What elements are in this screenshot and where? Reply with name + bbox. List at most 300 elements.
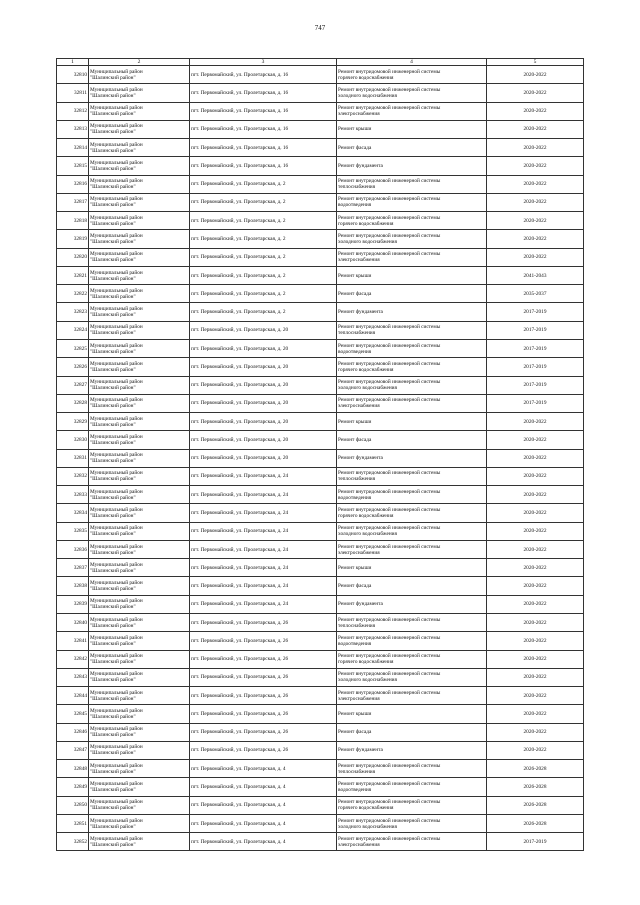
work-type-cell [337,266,487,284]
municipality-cell [89,266,190,284]
municipality-line-2: "Шалинский район" [90,823,136,830]
table-row [57,394,584,412]
row-number-cell: 32830 [57,431,89,449]
header-col-5: 5 [487,59,584,66]
municipality-cell [89,449,190,467]
address-cell: пгт. Первомайский, ул. Пролетарская, д. 26 [190,705,337,723]
table-row [57,285,584,303]
municipality-line-2: "Шалинский район" [90,494,136,501]
municipality-cell [89,84,190,102]
row-number-cell: 32813 [57,120,89,138]
municipality-line-1: Муниципальный район [90,598,143,605]
municipality-line-1: Муниципальный район [90,178,143,185]
row-number-cell: 32840 [57,613,89,631]
period-cell: 2020-2022 [487,102,584,120]
period-cell: 2026-2028 [487,814,584,832]
work-type-line-1: Ремонт внутридомовой инженерной системы [338,196,441,203]
address-cell: пгт. Первомайский, ул. Пролетарская, д. 2 [190,266,337,284]
period-cell: 2020-2022 [487,175,584,193]
municipality-line-2: "Шалинский район" [90,458,136,465]
municipality-line-1: Муниципальный район [90,835,143,842]
work-type-line-1: Ремонт внутридомовой инженерной системы [338,671,441,678]
work-type-cell [337,84,487,102]
period-cell: 2020-2022 [487,723,584,741]
row-number-cell: 32819 [57,230,89,248]
table-row [57,833,584,851]
row-number-cell: 32815 [57,157,89,175]
row-number-cell: 32847 [57,741,89,759]
table-row [57,413,584,431]
municipality-line-1: Муниципальный район [90,123,143,130]
address-cell: пгт. Первомайский, ул. Пролетарская, д. 2 [190,285,337,303]
work-type-cell [337,486,487,504]
municipality-line-1: Муниципальный район [90,86,143,93]
address-cell: пгт. Первомайский, ул. Пролетарская, д. 2 [190,212,337,230]
work-type-line-1: Ремонт фасада [338,290,372,297]
table-row [57,193,584,211]
address-cell: пгт. Первомайский, ул. Пролетарская, д. 16 [190,120,337,138]
period-cell: 2020-2022 [487,687,584,705]
municipality-line-2: "Шалинский район" [90,239,136,246]
work-type-cell [337,394,487,412]
period-cell: 2035-2037 [487,285,584,303]
period-cell: 2020-2022 [487,66,584,84]
table-row [57,650,584,668]
municipality-line-2: "Шалинский район" [90,330,136,337]
municipality-line-1: Муниципальный район [90,159,143,166]
table-row [57,175,584,193]
period-cell: 2020-2022 [487,650,584,668]
work-type-line-1: Ремонт крыши [338,564,372,571]
municipality-line-2: "Шалинский район" [90,695,136,702]
table-row [57,66,584,84]
row-number-cell: 32824 [57,321,89,339]
address-cell: пгт. Первомайский, ул. Пролетарская, д. 24 [190,504,337,522]
municipality-line-2: "Шалинский район" [90,586,136,593]
row-number-cell: 32848 [57,760,89,778]
work-type-cell [337,632,487,650]
period-cell: 2041-2043 [487,266,584,284]
municipality-line-1: Муниципальный район [90,287,143,294]
municipality-line-2: "Шалинский район" [90,421,136,428]
work-type-line-1: Ремонт крыши [338,418,372,425]
work-type-line-1: Ремонт внутридомовой инженерной системы [338,360,441,367]
row-number-cell: 32812 [57,102,89,120]
work-type-cell [337,577,487,595]
municipality-line-1: Муниципальный район [90,397,143,404]
work-type-cell [337,778,487,796]
municipality-line-2: "Шалинский район" [90,640,136,647]
work-type-cell [337,120,487,138]
municipality-line-1: Муниципальный район [90,653,143,660]
municipality-line-2: "Шалинский район" [90,92,136,99]
row-number-cell: 32831 [57,449,89,467]
row-number-cell: 32827 [57,376,89,394]
municipality-line-1: Муниципальный район [90,762,143,769]
municipality-cell [89,540,190,558]
municipality-line-2: "Шалинский район" [90,567,136,574]
municipality-line-1: Муниципальный район [90,488,143,495]
work-type-line-1: Ремонт фасада [338,144,372,151]
address-cell: пгт. Первомайский, ул. Пролетарская, д. 2 [190,230,337,248]
table-row [57,266,584,284]
municipality-line-2: "Шалинский район" [90,513,136,519]
address-cell: пгт. Первомайский, ул. Пролетарская, д. 4 [190,778,337,796]
work-type-line-1: Ремонт внутридомовой инженерной системы [338,68,441,75]
address-cell: пгт. Первомайский, ул. Пролетарская, д. 2 [190,175,337,193]
municipality-cell [89,376,190,394]
municipality-cell [89,339,190,357]
work-type-line-2: электроснабжения [338,549,380,556]
municipality-line-1: Муниципальный район [90,799,143,806]
work-type-line-1: Ремонт внутридомовой инженерной системы [338,799,441,806]
municipality-line-2: "Шалинский район" [90,220,136,227]
work-type-line-1: Ремонт внутридомовой инженерной системы [338,379,441,386]
table-row [57,449,584,467]
row-number-cell: 32829 [57,413,89,431]
period-cell: 2017-2019 [487,321,584,339]
work-type-line-2: водоотведения [338,494,372,501]
period-cell: 2020-2022 [487,705,584,723]
municipality-line-2: "Шалинский район" [90,202,136,209]
address-cell: пгт. Первомайский, ул. Пролетарская, д. 26 [190,650,337,668]
work-type-line-2: горячего водоснабжения [338,805,394,812]
table-row [57,796,584,814]
address-cell: пгт. Первомайский, ул. Пролетарская, д. 4 [190,760,337,778]
municipality-line-2: "Шалинский район" [90,275,136,282]
period-cell: 2020-2022 [487,467,584,485]
work-type-cell [337,467,487,485]
table-row [57,102,584,120]
row-number-cell: 32834 [57,504,89,522]
municipality-line-2: "Шалинский район" [90,257,136,264]
address-cell: пгт. Первомайский, ул. Пролетарская, д. 20 [190,449,337,467]
municipality-cell [89,687,190,705]
row-number-cell: 32850 [57,796,89,814]
work-type-line-1: Ремонт внутридомовой инженерной системы [338,780,441,787]
row-number-cell: 32849 [57,778,89,796]
work-type-line-1: Ремонт внутридомовой инженерной системы [338,762,441,769]
work-type-line-2: теплоснабжения [338,622,376,629]
municipality-line-1: Муниципальный район [90,214,143,221]
address-cell: пгт. Первомайский, ул. Пролетарская, д. 2 [190,303,337,321]
row-number-cell: 32836 [57,540,89,558]
municipality-cell [89,413,190,431]
municipality-line-1: Муниципальный район [90,525,143,532]
municipality-line-1: Муниципальный район [90,543,143,550]
work-type-line-2: горячего водоснабжения [338,513,394,519]
address-cell: пгт. Первомайский, ул. Пролетарская, д. 24 [190,559,337,577]
work-type-line-1: Ремонт внутридомовой инженерной системы [338,342,441,349]
row-number-cell: 32837 [57,559,89,577]
table-row [57,595,584,613]
municipality-cell [89,522,190,540]
row-number-cell: 32811 [57,84,89,102]
table-row [57,157,584,175]
row-number-cell: 32822 [57,285,89,303]
address-cell: пгт. Первомайский, ул. Пролетарская, д. 26 [190,687,337,705]
address-cell: пгт. Первомайский, ул. Пролетарская, д. 16 [190,102,337,120]
period-cell: 2020-2022 [487,504,584,522]
address-cell: пгт. Первомайский, ул. Пролетарская, д. 4 [190,833,337,851]
table-row [57,723,584,741]
work-type-line-1: Ремонт фундамента [338,601,383,608]
work-type-line-2: теплоснабжения [338,184,376,191]
address-cell: пгт. Первомайский, ул. Пролетарская, д. 24 [190,595,337,613]
address-cell: пгт. Первомайский, ул. Пролетарская, д. 26 [190,741,337,759]
municipality-cell [89,157,190,175]
municipality-line-1: Муниципальный район [90,470,143,477]
work-type-cell [337,358,487,376]
period-cell: 2020-2022 [487,741,584,759]
work-type-line-2: электроснабжения [338,257,380,264]
work-type-cell [337,796,487,814]
header-col-2: 2 [89,59,190,66]
municipality-line-1: Муниципальный район [90,433,143,440]
municipality-cell [89,139,190,157]
work-type-line-2: водоотведения [338,786,372,793]
municipality-cell [89,358,190,376]
table-row [57,687,584,705]
table-row [57,814,584,832]
period-cell: 2020-2022 [487,668,584,686]
municipality-line-1: Муниципальный район [90,196,143,203]
work-type-cell [337,741,487,759]
municipality-line-2: "Шалинский район" [90,786,136,793]
address-cell: пгт. Первомайский, ул. Пролетарская, д. 26 [190,668,337,686]
table-row [57,212,584,230]
header-col-4: 4 [337,59,487,66]
row-number-cell: 32833 [57,486,89,504]
work-type-line-2: холодного водоснабжения [338,823,397,830]
work-type-cell [337,175,487,193]
work-type-cell [337,303,487,321]
table-row [57,522,584,540]
work-type-line-2: горячего водоснабжения [338,74,394,81]
municipality-line-1: Муниципальный район [90,233,143,240]
period-cell: 2020-2022 [487,522,584,540]
work-type-line-1: Ремонт внутридомовой инженерной системы [338,233,441,240]
municipality-line-2: "Шалинский район" [90,439,136,446]
work-type-cell [337,157,487,175]
period-cell: 2020-2022 [487,595,584,613]
period-cell: 2020-2022 [487,212,584,230]
work-type-line-1: Ремонт фасада [338,583,372,590]
municipality-cell [89,705,190,723]
work-type-cell [337,339,487,357]
period-cell: 2020-2022 [487,449,584,467]
municipality-line-2: "Шалинский район" [90,184,136,191]
work-type-line-1: Ремонт внутридомовой инженерной системы [338,543,441,550]
work-type-line-2: теплоснабжения [338,330,376,337]
period-cell: 2020-2022 [487,540,584,558]
municipality-cell [89,559,190,577]
period-cell: 2020-2022 [487,230,584,248]
work-type-line-2: теплоснабжения [338,476,376,483]
municipality-cell [89,760,190,778]
municipality-cell [89,175,190,193]
municipality-cell [89,394,190,412]
address-cell: пгт. Первомайский, ул. Пролетарская, д. 4 [190,796,337,814]
table-row [57,321,584,339]
municipality-line-1: Муниципальный район [90,689,143,696]
work-type-line-1: Ремонт крыши [338,710,372,717]
work-type-cell [337,559,487,577]
work-type-cell [337,449,487,467]
municipality-line-2: "Шалинский район" [90,531,136,538]
row-number-cell: 32845 [57,705,89,723]
address-cell: пгт. Первомайский, ул. Пролетарская, д. 20 [190,321,337,339]
work-type-cell [337,504,487,522]
work-type-line-2: водоотведения [338,202,372,209]
work-type-line-2: холодного водоснабжения [338,92,397,99]
table-row [57,668,584,686]
work-type-cell [337,595,487,613]
municipality-line-2: "Шалинский район" [90,476,136,483]
period-cell: 2020-2022 [487,613,584,631]
municipality-line-1: Муниципальный район [90,671,143,678]
period-cell: 2020-2022 [487,157,584,175]
work-type-cell [337,376,487,394]
work-type-line-2: электроснабжения [338,111,380,118]
work-type-line-2: электроснабжения [338,403,380,410]
work-type-line-2: горячего водоснабжения [338,659,394,666]
period-cell: 2020-2022 [487,248,584,266]
work-type-line-2: горячего водоснабжения [338,220,394,227]
municipality-line-2: "Шалинский район" [90,403,136,410]
municipality-line-1: Муниципальный район [90,817,143,824]
address-cell: пгт. Первомайский, ул. Пролетарская, д. 24 [190,467,337,485]
municipality-cell [89,833,190,851]
municipality-cell [89,120,190,138]
work-type-cell [337,321,487,339]
period-cell: 2017-2019 [487,339,584,357]
work-type-line-1: Ремонт внутридомовой инженерной системы [338,616,441,623]
municipality-cell [89,613,190,631]
period-cell: 2020-2022 [487,632,584,650]
work-type-line-1: Ремонт внутридомовой инженерной системы [338,324,441,331]
table-row [57,540,584,558]
address-cell: пгт. Первомайский, ул. Пролетарская, д. 4 [190,814,337,832]
work-type-line-1: Ремонт внутридомовой инженерной системы [338,817,441,824]
address-cell: пгт. Первомайский, ул. Пролетарская, д. 2 [190,193,337,211]
work-type-line-2: горячего водоснабжения [338,366,394,373]
work-type-cell [337,139,487,157]
row-number-cell: 32832 [57,467,89,485]
table-row [57,84,584,102]
work-type-line-2: электроснабжения [338,695,380,702]
municipality-cell [89,212,190,230]
row-number-cell: 32843 [57,668,89,686]
row-number-cell: 32842 [57,650,89,668]
work-type-cell [337,540,487,558]
municipality-line-1: Муниципальный район [90,561,143,568]
row-number-cell: 32825 [57,339,89,357]
table-row [57,760,584,778]
work-type-cell [337,650,487,668]
municipality-line-1: Муниципальный район [90,379,143,386]
work-type-cell [337,193,487,211]
period-cell: 2020-2022 [487,120,584,138]
address-cell: пгт. Первомайский, ул. Пролетарская, д. 20 [190,394,337,412]
municipality-line-1: Муниципальный район [90,324,143,331]
row-number-cell: 32820 [57,248,89,266]
municipality-line-1: Муниципальный район [90,780,143,787]
work-type-line-1: Ремонт внутридомовой инженерной системы [338,105,441,112]
municipality-cell [89,577,190,595]
municipality-cell [89,814,190,832]
municipality-line-1: Муниципальный район [90,634,143,641]
municipality-line-2: "Шалинский район" [90,165,136,172]
municipality-line-1: Муниципальный район [90,141,143,148]
municipality-cell [89,778,190,796]
work-type-line-1: Ремонт крыши [338,272,372,279]
header-col-3: 3 [190,59,337,66]
municipality-cell [89,650,190,668]
work-type-cell [337,723,487,741]
work-type-line-1: Ремонт внутридомовой инженерной системы [338,525,441,532]
municipality-line-2: "Шалинский район" [90,348,136,355]
work-type-cell [337,760,487,778]
period-cell: 2017-2019 [487,376,584,394]
municipality-cell [89,504,190,522]
address-cell: пгт. Первомайский, ул. Пролетарская, д. 24 [190,540,337,558]
municipality-cell [89,741,190,759]
address-cell: пгт. Первомайский, ул. Пролетарская, д. 26 [190,613,337,631]
period-cell: 2020-2022 [487,559,584,577]
work-type-line-1: Ремонт внутридомовой инженерной системы [338,835,441,842]
municipality-line-2: "Шалинский район" [90,293,136,300]
table-row [57,577,584,595]
work-type-cell [337,522,487,540]
municipality-cell [89,230,190,248]
address-cell: пгт. Первомайский, ул. Пролетарская, д. 20 [190,376,337,394]
address-cell: пгт. Первомайский, ул. Пролетарская, д. 20 [190,413,337,431]
municipality-line-1: Муниципальный район [90,342,143,349]
work-type-line-1: Ремонт внутридомовой инженерной системы [338,251,441,258]
period-cell: 2020-2022 [487,139,584,157]
table-row [57,632,584,650]
work-type-line-1: Ремонт крыши [338,126,372,133]
period-cell: 2020-2022 [487,413,584,431]
table-row [57,741,584,759]
address-cell: пгт. Первомайский, ул. Пролетарская, д. 26 [190,632,337,650]
work-type-cell [337,613,487,631]
work-type-line-1: Ремонт внутридомовой инженерной системы [338,470,441,477]
municipality-cell [89,595,190,613]
work-type-cell [337,248,487,266]
municipality-line-2: "Шалинский район" [90,677,136,684]
work-type-line-1: Ремонт фасада [338,436,372,443]
municipality-line-2: "Шалинский район" [90,111,136,118]
work-type-line-1: Ремонт внутридомовой инженерной системы [338,86,441,93]
work-type-cell [337,212,487,230]
row-number-cell: 32839 [57,595,89,613]
municipality-line-1: Муниципальный район [90,616,143,623]
table-row [57,559,584,577]
municipality-cell [89,102,190,120]
work-type-line-1: Ремонт фундамента [338,309,383,316]
address-cell: пгт. Первомайский, ул. Пролетарская, д. 16 [190,84,337,102]
work-type-line-1: Ремонт внутридомовой инженерной системы [338,397,441,404]
work-type-cell [337,413,487,431]
municipality-line-1: Муниципальный район [90,744,143,751]
address-cell: пгт. Первомайский, ул. Пролетарская, д. 20 [190,358,337,376]
municipality-line-1: Муниципальный район [90,269,143,276]
header-row [57,59,584,66]
row-number-cell: 32844 [57,687,89,705]
municipality-line-1: Муниципальный район [90,507,143,513]
